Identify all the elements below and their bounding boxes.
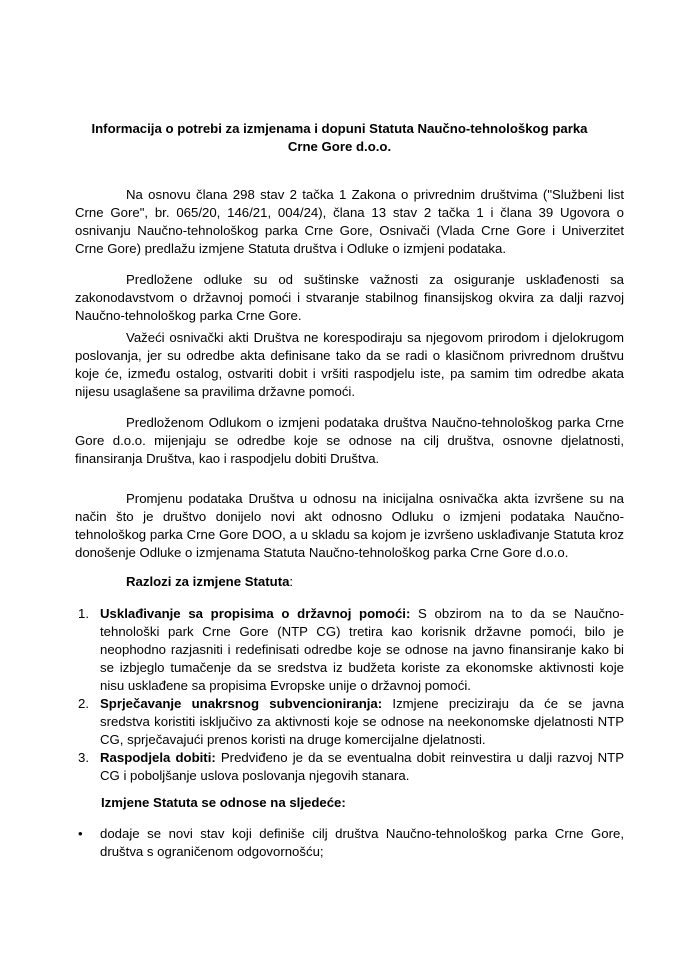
reason-item [75,749,624,785]
reason-item [75,605,624,695]
bullet-icon: • [78,826,83,841]
reasons-heading [126,573,293,591]
changes-heading: Izmjene Statuta se odnose na sljedeće: [101,795,346,810]
reason-text: Izmjene preciziraju da će se javna sredstva koristiti isključivo za aktivnosti koje se odnose na neekonomske djelatnosti NTP CG, sprječavajući prenos koristi na druge komercijalne djelatnosti. [100,696,625,747]
reason-number: 2. [78,696,89,711]
change-text: dodaje se novi stav koji definiše cilj društva Naučno-tehnološkog parka Crne Gore, društva s ograničenom odgovornošću; [100,826,624,859]
reason-title: Sprječavanje unakrsnog subvencioniranja: [100,696,383,711]
reason-number: 3. [78,750,89,765]
change-item [75,825,624,861]
reasons-heading-colon: : [289,574,294,589]
reason-text: Predviđeno je da se eventualna dobit reinvestira u dalji razvoj NTP CG i poboljšanje uslova poslovanja njegovih stanara. [100,750,625,783]
document-title [60,120,619,156]
paragraph-proposed-decision: Predloženom Odlukom o izmjeni podataka društva Naučno-tehnološkog parka Crne Gore d.o.o. mijenjaju se odredbe koje se odnose na cilj društva, osnovne djelatnosti, finansiranja Društva, kao i raspodjelu dobiti Društva. [75,415,624,466]
changes-list [75,825,624,861]
title-line-2: Crne Gore d.o.o. [287,139,392,154]
title-line-1: Informacija o potrebi za izmjenama i dopuni Statuta Naučno-tehnološkog parka [91,121,588,136]
reason-title: Usklađivanje sa propisima o državnoj pomoći: [100,606,411,621]
reasons-list [75,605,624,785]
paragraph-current-acts: Važeći osnivački akti Društva ne korespodiraju sa njegovom prirodom i djelokrugom poslovanja, jer su odredbe akta definisane tako da se radi o klasičnom privrednom društvu koje će, između ostalog, ostvariti dobit i vršiti raspodjelu iste, pa samim tim odredbe akata nijesu usaglašene sa pravilima državne pomoći. [75,330,624,399]
reason-title: Raspodjela dobiti: [100,750,216,765]
reason-text: S obzirom na to da se Naučno-tehnološki park Crne Gore (NTP CG) tretira kao korisnik državne pomoći, bilo je neophodno razjasniti i redefinisati odredbe koje se odnose na javno finansiranje kako bi se izbjeglo tumačenje da se sredstva iz budžeta koriste za ekonomske aktivnosti koje nisu usklađene sa propisima Evropske unije o državnoj pomoći. [100,606,624,693]
reasons-heading-text: Razlozi za izmjene Statuta [126,574,290,589]
reason-number: 1. [78,606,89,621]
reason-item [75,695,624,749]
paragraph-data-changes: Promjenu podataka Društva u odnosu na inicijalna osnivačka akta izvršene su na način što je društvo donijelo novi akt odnosno Odluku o izmjeni podataka Naučno-tehnološkog parka Crne Gore DOO, a u skladu sa kojom je izvršeno usklađivanje Statuta kroz donošenje Odluke o izmjenama Statuta Naučno-tehnološkog parka Crne Gore d.o.o. [75,491,624,560]
paragraph-importance: Predložene odluke su od suštinske važnosti za osiguranje usklađenosti sa zakonodavstvom o državnoj pomoći i stvaranje stabilnog finansijskog okvira za dalji razvoj Naučno-tehnološkog parka Crne Gore. [75,272,624,323]
paragraph-legal-basis: Na osnovu člana 298 stav 2 tačka 1 Zakona o privrednim društvima ("Službeni list Crne Gore", br. 065/20, 146/21, 004/24), člana 13 stav 2 tačka 1 i člana 39 Ugovora o osnivanju Naučno-tehnološkog parka Crne Gore, Osnivači (Vlada Crne Gore i Univerzitet Crne Gore) predlažu izmjene Statuta društva i Odluke o izmjeni podataka. [75,187,624,256]
